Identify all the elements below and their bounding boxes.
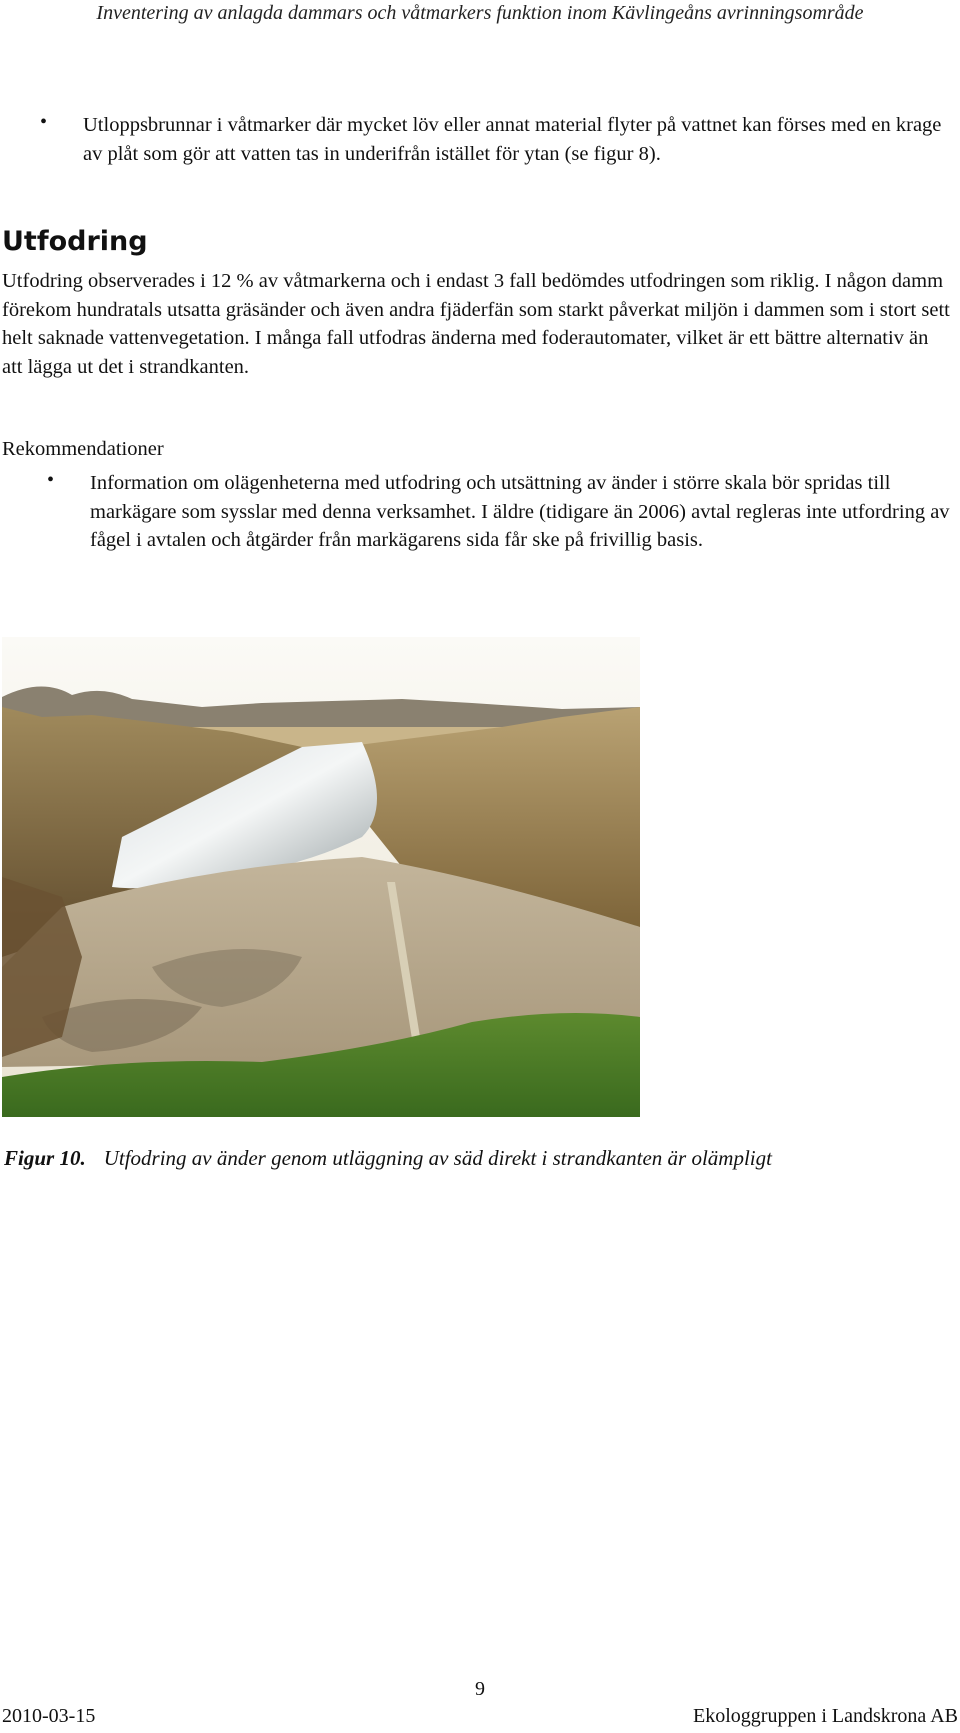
bullet-icon: • <box>47 469 55 491</box>
bullet-item-information <box>47 469 952 555</box>
figure-caption-text: Utfodring av änder genom utläggning av säd direkt i strandkanten är olämpligt <box>103 1146 772 1170</box>
bullet-text: Utloppsbrunnar i våtmarker där mycket löv eller annat material flyter på vattnet kan förses med en krage av plåt som gör att vatten tas in underifrån istället för ytan (se figur 8). <box>83 114 942 165</box>
figure-label: Figur 10. <box>4 1146 86 1170</box>
bullet-icon: • <box>40 111 48 133</box>
bullet-text: Information om olägenheterna med utfodring och utsättning av änder i större skala bör spridas till markägare som sysslar med denna verksamhet. I äldre (tidigare än 2006) avtal regleras inte utfordring av fågel i avtalen och åtgärder från markägarens sida får ske på frivillig basis. <box>90 472 950 551</box>
wetland-photo <box>2 637 640 1117</box>
section-heading: Utfodring <box>2 226 148 257</box>
footer-organization: Ekologgruppen i Landskrona AB <box>693 1705 958 1727</box>
running-header: Inventering av anlagda dammars och våtmarkers funktion inom Kävlingeåns avrinningsområde <box>96 2 864 24</box>
recommendations-label: Rekommendationer <box>2 438 164 460</box>
page-number: 9 <box>475 1678 485 1700</box>
body-paragraph: Utfodring observerades i 12 % av våtmarkerna och i endast 3 fall bedömdes utfodringen som riklig. I någon damm förekom hundratals utsatta gräsänder och även andra fjäderfän som starkt påverkat miljön i dammen som i stort sett helt saknade vattenvegetation. I många fall utfodras änderna med foderautomater, vilket är ett bättre alternativ än att lägga ut det i strandkanten. <box>2 270 950 378</box>
figure-caption <box>4 1146 772 1171</box>
footer-date: 2010-03-15 <box>2 1705 96 1727</box>
bullet-item-utloppsbrunnar <box>40 111 955 168</box>
